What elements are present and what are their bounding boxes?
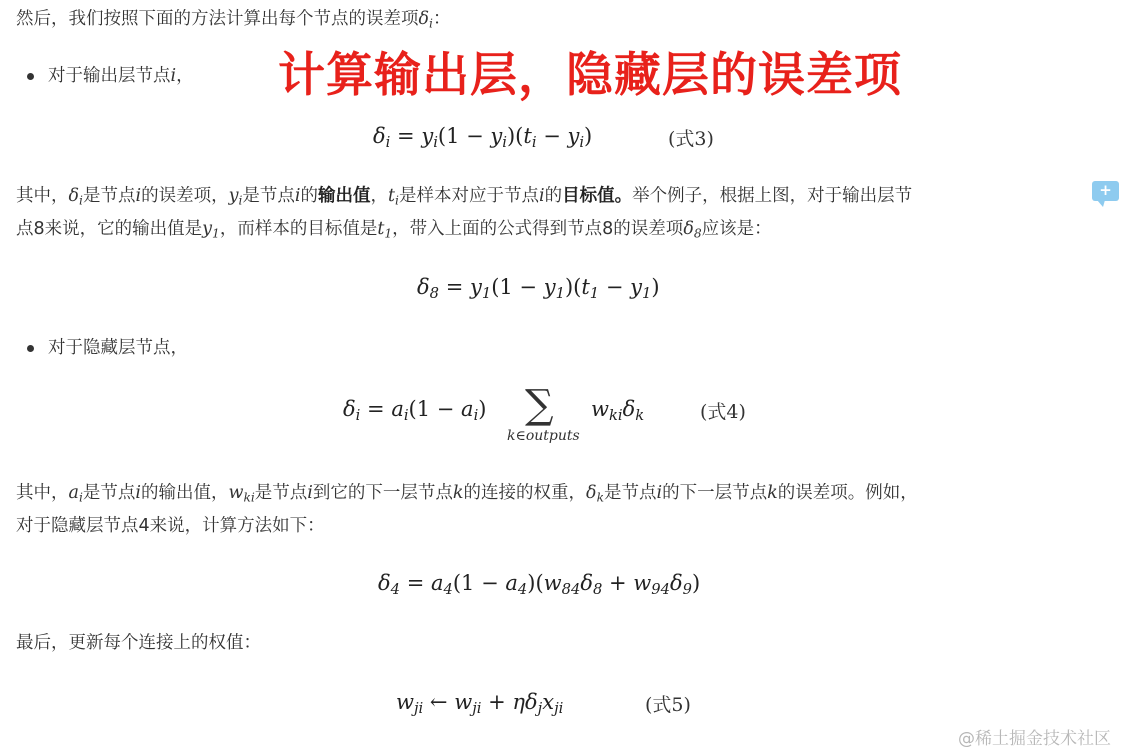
watermark: @稀土掘金技术社区 [958, 729, 1111, 749]
para-hidden-explain-line1: 其中，$a_i$是节点i的输出值，$w_{ki}$是节点i到它的下一层节点k的连接的权重，$\delta_k$是节点i的下一层节点k的误差项。例如， [16, 483, 918, 505]
add-comment-button[interactable] [1092, 181, 1119, 201]
formula-4-number: (式4) [700, 401, 746, 423]
para-output-explain-line2: 点8来说，它的输出值是$y_1$，而样本的目标值是$t_1$，带入上面的公式得到节点8的误差项$\delta_8$应该是： [16, 219, 772, 241]
formula-5-number: (式5) [645, 694, 691, 716]
bullet-hidden-layer: 对于隐藏层节点， [48, 338, 188, 358]
update-weights-line: 最后，更新每个连接上的权值： [16, 633, 261, 653]
formula-delta-4: $\delta_4 = a_4(1 - a_4)(w_{84}\delta_8 + w_{94}\delta_9)$ [378, 571, 701, 599]
formula-delta-8: $\delta_8 = y_1(1 - y_1)(t_1 - y_1)$ [417, 275, 660, 303]
delta-i-var: $\delta_i$ [418, 9, 433, 31]
red-annotation: 计算输出层，隐藏层的误差项 [278, 48, 902, 103]
formula-3: $\delta_i = y_i(1 - y_i)(t_i - y_i)$ [373, 124, 593, 152]
bullet-output-layer: 对于输出层节点i， [48, 66, 194, 86]
formula-4-left: $\delta_i = a_i(1 - a_i)$ [343, 397, 487, 425]
summation-subscript: k∈outputs [507, 428, 580, 444]
bullet-dot [27, 73, 34, 80]
bullet-dot [27, 345, 34, 352]
formula-3-number: (式3) [668, 128, 714, 150]
para-output-explain-line1: 其中，$\delta_i$是节点i的误差项，$y_i$是节点i的输出值，$t_i$是样本对应于节点i的目标值。举个例子，根据上图，对于输出层节 [16, 186, 913, 208]
intro-line: 然后，我们按照下面的方法计算出每个节点的误差项$\delta_i$： [16, 9, 451, 31]
summation-symbol: ∑ [525, 382, 554, 428]
plus-icon: + [1099, 181, 1112, 199]
formula-4-right: $w_{ki}\delta_k$ [591, 397, 645, 425]
para-hidden-explain-line2: 对于隐藏层节点4来说，计算方法如下： [16, 516, 325, 536]
formula-5: $w_{ji}$ ← $w_{ji} + \eta\delta_jx_{ji}$ [396, 690, 564, 718]
